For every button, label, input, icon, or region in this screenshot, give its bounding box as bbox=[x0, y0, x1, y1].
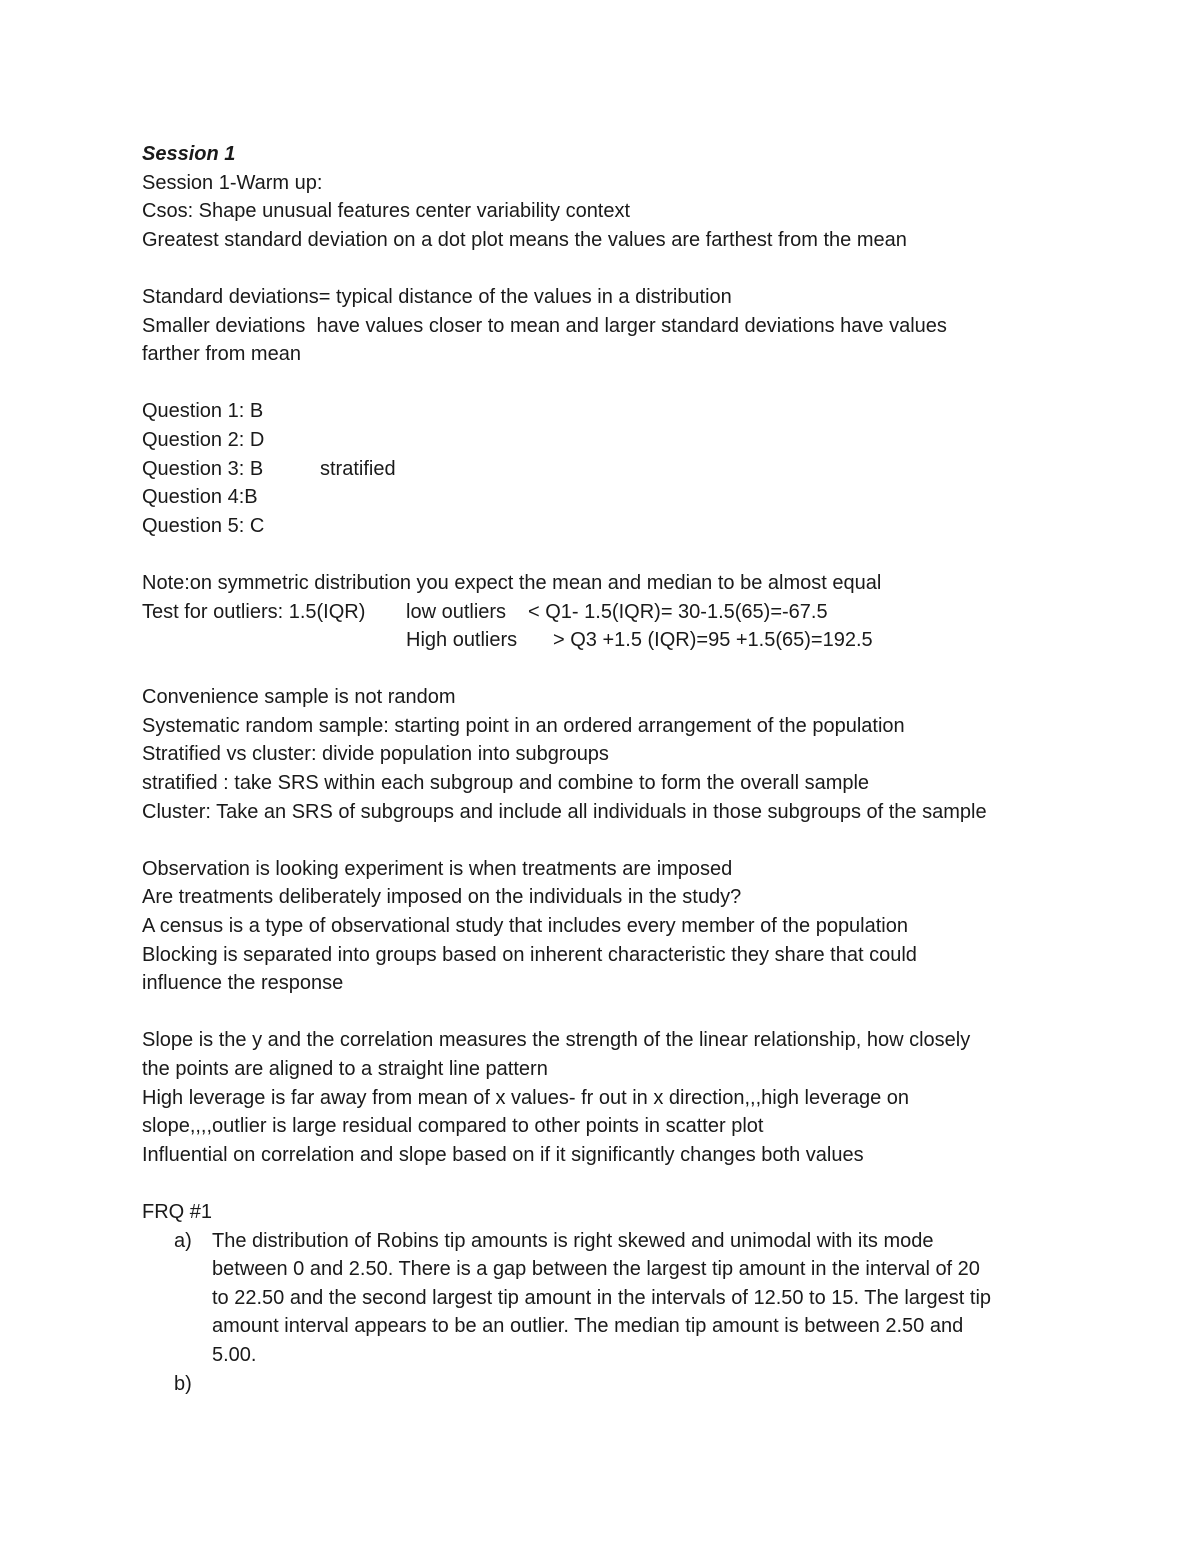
text-line: A census is a type of observational study that includes every member of the population bbox=[142, 915, 908, 938]
text-line: Systematic random sample: starting point in an ordered arrangement of the population bbox=[142, 714, 905, 737]
text-line: farther from mean bbox=[142, 343, 301, 366]
question-line bbox=[142, 455, 1082, 484]
text-line: Session 1-Warm up: bbox=[142, 171, 323, 194]
frq-heading: FRQ #1 bbox=[142, 1200, 213, 1223]
blank-line bbox=[142, 655, 1082, 684]
outlier-test-line bbox=[142, 598, 1082, 627]
text-line: slope,,,,outlier is large residual compared to other points in scatter plot bbox=[142, 1115, 764, 1138]
text-line: Cluster: Take an SRS of subgroups and include all individuals in those subgroups of the sample bbox=[142, 800, 987, 823]
high-outlier-label: High outliers bbox=[406, 629, 518, 652]
question-line bbox=[142, 512, 1082, 541]
question-answer: Question 2: D bbox=[142, 428, 265, 451]
blank-line bbox=[142, 369, 1082, 398]
outlier-test-label: Test for outliers: 1.5(IQR) bbox=[142, 600, 366, 623]
list-marker-b: b) bbox=[174, 1372, 192, 1395]
question-answer: Question 1: B bbox=[142, 400, 264, 423]
question-note: stratified bbox=[320, 457, 396, 480]
low-outlier-formula: < Q1- 1.5(IQR)= 30-1.5(65)=-67.5 bbox=[528, 600, 828, 623]
low-outlier-label: low outliers bbox=[406, 600, 507, 623]
text-line: Standard deviations= typical distance of the values in a distribution bbox=[142, 285, 732, 308]
text-line: Csos: Shape unusual features center variability context bbox=[142, 200, 631, 223]
text-line: Blocking is separated into groups based on inherent characteristic they share that could bbox=[142, 943, 917, 966]
text-line: Note:on symmetric distribution you expect the mean and median to be almost equal bbox=[142, 571, 882, 594]
text-line: Greatest standard deviation on a dot plot means the values are farthest from the mean bbox=[142, 228, 907, 251]
question-answer: Question 5: C bbox=[142, 514, 265, 537]
question-answer: Question 4:B bbox=[142, 486, 258, 509]
high-outlier-formula: > Q3 +1.5 (IQR)=95 +1.5(65)=192.5 bbox=[553, 629, 873, 652]
session-title: Session 1 bbox=[142, 143, 236, 165]
frq-a-line: to 22.50 and the second largest tip amount in the intervals of 12.50 to 15. The largest tip bbox=[212, 1286, 992, 1309]
text-line: Slope is the y and the correlation measures the strength of the linear relationship, how closely bbox=[142, 1029, 971, 1052]
text-line: Observation is looking experiment is when treatments are imposed bbox=[142, 857, 733, 880]
question-line bbox=[142, 397, 1082, 426]
frq-item-b bbox=[142, 1370, 1082, 1399]
text-line: the points are aligned to a straight line pattern bbox=[142, 1058, 548, 1080]
outlier-high-line bbox=[142, 626, 1082, 655]
text-line: Smaller deviations have values closer to mean and larger standard deviations have values bbox=[142, 314, 947, 337]
text-line: Stratified vs cluster: divide population into subgroups bbox=[142, 743, 609, 766]
frq-a-line: 5.00. bbox=[212, 1343, 257, 1366]
text-line: Convenience sample is not random bbox=[142, 686, 456, 709]
blank-line bbox=[142, 1169, 1082, 1198]
text-line: High leverage is far away from mean of x values- fr out in x direction,,,high leverage on bbox=[142, 1086, 910, 1109]
question-line bbox=[142, 483, 1082, 512]
frq-a-line: The distribution of Robins tip amounts is right skewed and unimodal with its mode bbox=[212, 1229, 934, 1252]
question-answer: Question 3: B bbox=[142, 457, 264, 480]
document-body bbox=[142, 140, 1082, 1398]
list-marker-a: a) bbox=[174, 1229, 192, 1252]
text-line: Influential on correlation and slope based on if it significantly changes both values bbox=[142, 1143, 864, 1166]
frq-a-line: between 0 and 2.50. There is a gap between the largest tip amount in the interval of 20 bbox=[212, 1258, 980, 1281]
blank-line bbox=[142, 540, 1082, 569]
question-line bbox=[142, 426, 1082, 455]
blank-line bbox=[142, 998, 1082, 1027]
frq-item-a bbox=[142, 1227, 1082, 1370]
text-line: Are treatments deliberately imposed on the individuals in the study? bbox=[142, 886, 742, 909]
frq-b-line bbox=[212, 1370, 1082, 1399]
blank-line bbox=[142, 254, 1082, 283]
frq-a-line: amount interval appears to be an outlier. The median tip amount is between 2.50 and bbox=[212, 1315, 964, 1338]
blank-line bbox=[142, 826, 1082, 855]
text-line: stratified : take SRS within each subgroup and combine to form the overall sample bbox=[142, 772, 870, 795]
text-line: influence the response bbox=[142, 972, 344, 995]
